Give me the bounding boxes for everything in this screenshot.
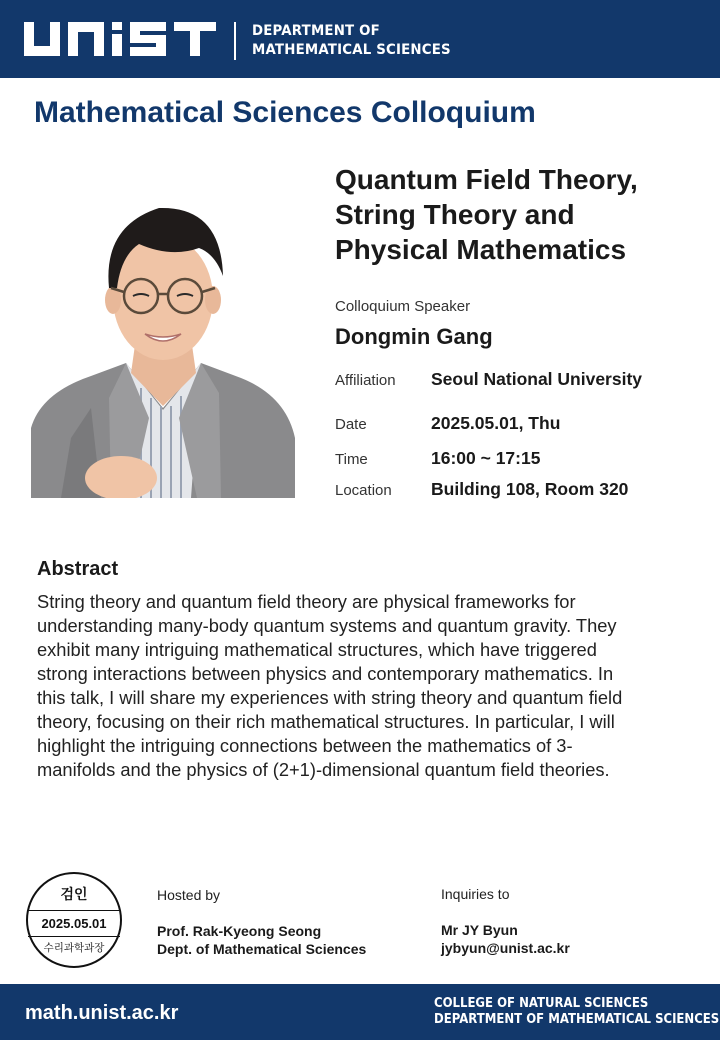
talk-title-line: Physical Mathematics xyxy=(335,234,627,265)
time-label: Time xyxy=(335,451,368,468)
abstract-line: manifolds and the physics of (2+1)-dimensional quantum field theories. xyxy=(37,759,610,780)
affiliation-label: Affiliation xyxy=(335,372,396,389)
abstract-line: theory, focusing on their rich mathematical structures. In particular, I will xyxy=(37,711,615,732)
dept-line-1: DEPARTMENT OF xyxy=(252,23,380,39)
inquiries-label: Inquiries to xyxy=(441,886,510,902)
talk-title-line: Quantum Field Theory, xyxy=(335,164,638,195)
abstract-line: highlight the intriguing connections between the mathematics of 3- xyxy=(37,735,573,756)
series-title: Mathematical Sciences Colloquium xyxy=(34,96,536,129)
unist-logo xyxy=(24,22,216,58)
abstract-line: understanding many-body quantum systems and quantum gravity. They xyxy=(37,615,617,636)
abstract-body xyxy=(37,590,697,782)
abstract-line: strong interactions between physics and contemporary mathematics. In xyxy=(37,663,614,684)
date-label: Date xyxy=(335,416,367,433)
college-line-1: COLLEGE OF NATURAL SCIENCES xyxy=(434,996,649,1011)
logo-divider xyxy=(234,22,236,60)
abstract-heading: Abstract xyxy=(37,558,119,580)
host-dept: Dept. of Mathematical Sciences xyxy=(157,941,367,957)
location-value: Building 108, Room 320 xyxy=(431,479,629,499)
college-name xyxy=(434,996,719,1028)
location-label: Location xyxy=(335,482,392,499)
speaker-name: Dongmin Gang xyxy=(335,324,493,349)
college-line-2: DEPARTMENT OF MATHEMATICAL SCIENCES xyxy=(434,1012,720,1027)
footer-bar xyxy=(0,984,720,1040)
talk-title-line: String Theory and xyxy=(335,199,575,230)
speaker-label: Colloquium Speaker xyxy=(335,298,471,315)
website-link[interactable]: math.unist.ac.kr xyxy=(25,1002,179,1024)
stamp-bottom-text: 수리과학과장 xyxy=(43,942,105,954)
hosted-label: Hosted by xyxy=(157,887,221,903)
speaker-photo xyxy=(31,178,295,498)
date-value: 2025.05.01, Thu xyxy=(431,413,561,433)
stamp-divider xyxy=(28,910,120,911)
department-name xyxy=(252,22,451,60)
abstract-line: this talk, I will share my experiences with string theory and quantum field xyxy=(37,687,623,708)
host-name: Prof. Rak-Kyeong Seong xyxy=(157,923,322,939)
abstract-line: String theory and quantum field theory are physical frameworks for xyxy=(37,591,576,612)
contact-name: Mr JY Byun xyxy=(441,922,518,938)
talk-title xyxy=(335,162,705,267)
stamp-divider xyxy=(28,936,120,937)
abstract-line: exhibit many intriguing mathematical structures, which have triggered xyxy=(37,639,597,660)
affiliation-value: Seoul National University xyxy=(431,369,643,389)
approval-stamp xyxy=(26,872,122,968)
stamp-top-text: 검인 xyxy=(60,887,88,903)
stamp-date: 2025.05.01 xyxy=(41,916,107,931)
header-bar xyxy=(0,0,720,78)
speaker-portrait-image xyxy=(31,178,295,498)
dept-line-2: MATHEMATICAL SCIENCES xyxy=(252,42,451,58)
contact-email[interactable]: jybyun@unist.ac.kr xyxy=(441,940,570,956)
time-value: 16:00 ~ 17:15 xyxy=(431,448,541,468)
